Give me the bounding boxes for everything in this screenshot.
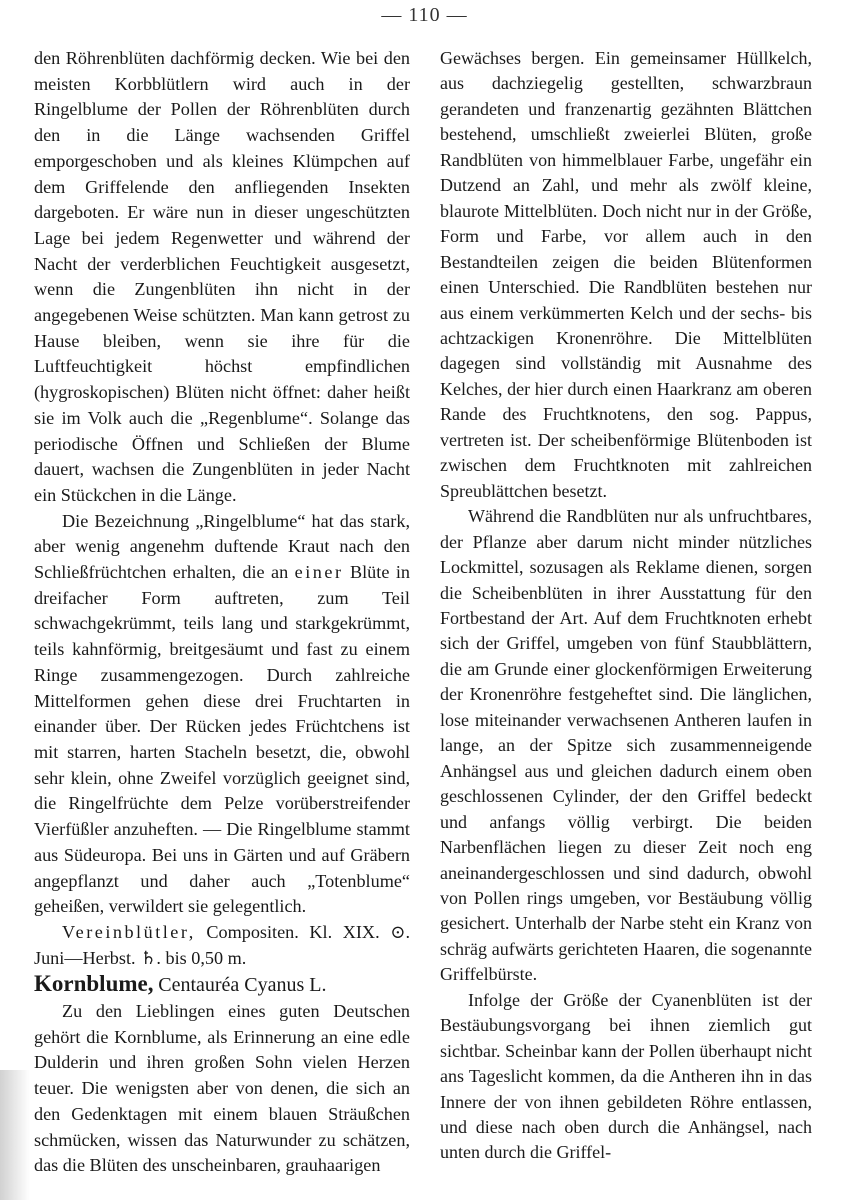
right-paragraph-2: Während die Randblüten nur als unfruchtbares, der Pflanze aber darum nicht minder nützliches Lockmittel, sozusagen als Reklame dienen, sorgen die Scheibenblüten in ihrer Ausstattung für den Fortbestand der Art. Auf dem Fruchtknoten erhebt sich der Griffel, umgeben von fünf Staubblättern, die am Grunde einer glockenförmigen Erweiterung der Kronenröhre festgeheftet sind. Die länglichen, lose miteinander verwachsenen Antheren laufen in lange, an der Spitze sich zusammenneigende Anhängsel aus und gleichen dadurch einem oben geschlossenen Cylinder, der den Griffel bedeckt und anfangs völlig verbirgt. Die beiden Narbenflächen liegen zu dieser Zeit noch eng aneinandergeschlossen und sind dadurch, obwohl von Pollen rings umgeben, vor Bestäubung völlig gesichert. Unterhalb der Narbe steht ein Kranz von schräg aufwärts gerichteten Haaren, die sogenannte Griffelbürste. — [440, 506, 812, 985]
left-paragraph-1: den Röhrenblüten dachförmig decken. Wie bei den meisten Korbblütlern wird auch in der Ringelblume der Pollen der Röhrenblüten durch den in die Länge wachsenden Griffel emporgeschoben und als kleines Klümpchen auf dem Griffelende den anfliegenden Insekten dargeboten. Er wäre nun in dieser ungeschützten Lage bei jedem Regenwetter und während der Nacht der verderblichen Feuchtigkeit ausgesetzt, wenn die Zungenblüten ihn nicht in der angegebenen Weise schützten. Man kann getrost zu Hause bleiben, wenn sie ihre für die Luftfeuchtigkeit höchst empfindlichen (hygroskopischen) Blüten nicht öffnet: daher heißt sie im Volk auch die „Regenblume“. Solange das periodische Öffnen und Schließen der Blume dauert, wachsen die Zungenblüten in jeder Nacht ein Stückchen in die Länge. — [34, 48, 410, 505]
left-paragraph-2 — [34, 509, 410, 920]
left-column — [34, 46, 410, 1179]
right-paragraph-3: Infolge der Größe der Cyanenblüten ist der Bestäubungsvorgang bei ihnen ziemlich gut sichtbar. Scheinbar kann der Pollen überhaupt nicht ans Tageslicht kommen, da die Antheren ihn in das Innere der von ihnen gebildeten Röhre entlassen, und diese nach oben durch die Anhängsel, nach unten durch die Griffel- — [440, 989, 812, 1163]
text-run: Die Bezeichnung „Ringelblume“ hat das stark, aber wenig angenehm duftende Kraut nach den Schließfrüchtchen erhalten, die an — [34, 510, 410, 583]
family-name: Vereinblütler, — [62, 921, 196, 942]
heading-title: Kornblume, — [34, 971, 154, 997]
right-paragraph-1: Gewächses bergen. Ein gemeinsamer Hüllkelch, aus dachziegelig gestellten, schwarzbraun gerandeten und franzenartig gezähnten Blättchen bestehend, umschließt zweierlei Blüten, große Randblüten von himmelblauer Farbe, ungefähr ein Dutzend an Zahl, und mehr als zwölf kleine, blaurote Mittelblüten. Doch nicht nur in der Größe, Form und Farbe, vor allem auch in den Bestandteilen zeigen die beiden Blütenformen einen Unterschied. Die Randblüten bestehen nur aus einem verkümmerten Kelch und der sechs- bis achtzackigen Kronenröhre. Die Mittelblüten dagegen sind vollständig mit Ausnahme des Kelches, der hier durch einen Haarkranz am oberen Rande des Fruchtknotens, den sog. Pappus, vertreten ist. Der scheibenförmige Blütenboden ist zwischen dem Fruchtknoten mit zahlreichen Spreublättchen besetzt. — [440, 48, 812, 501]
classification-line — [34, 920, 410, 971]
section-heading — [34, 971, 410, 999]
scan-shadow — [0, 1070, 30, 1200]
right-column — [440, 46, 812, 1166]
left-paragraph-3: Zu den Lieblingen eines guten Deutschen gehört die Kornblume, als Erinnerung an eine edle Dulderin und ihren großen Sohn vielen Herzen teuer. Die wenigsten aber von denen, die sich an den Gedenktagen mit einem blauen Sträußchen schmücken, wissen das Naturwunder zu schätzen, das die Blüten des unscheinbaren, grauhaarigen — [34, 1001, 410, 1176]
classification-details: Compositen. Kl. XIX. ⊙. Juni—Herbst. ♄. bis 0,50 m. — [34, 921, 410, 968]
page-number: — 110 — — [381, 4, 468, 26]
text-run: Blüte in dreifacher Form auftreten, zum Teil schwachgekrümmt, teils lang und starkgekrümmt, teils kahnförmig, breitgesäumt und fast zu einem Ringe zusammengezogen. Durch zahlreiche Mittelformen gehen diese drei Fruchtarten in einander über. Der Rücken jedes Früchtchens ist mit starren, harten Stacheln besetzt, die, obwohl sehr klein, ohne Zweifel vorzüglich geeignet sind, die Ringelfrüchte dem Pelze vorüberstreifender Vierfüßler anzuheften. — Die Ringelblume stammt aus Südeuropa. Bei uns in Gärten und auf Gräbern angepflanzt und daher auch „Totenblume“ geheißen, verwildert sie gelegentlich. — [34, 562, 411, 917]
emphasized-word: einer — [294, 562, 344, 583]
heading-latin-name: Centauréa Cyanus L. — [158, 974, 327, 997]
